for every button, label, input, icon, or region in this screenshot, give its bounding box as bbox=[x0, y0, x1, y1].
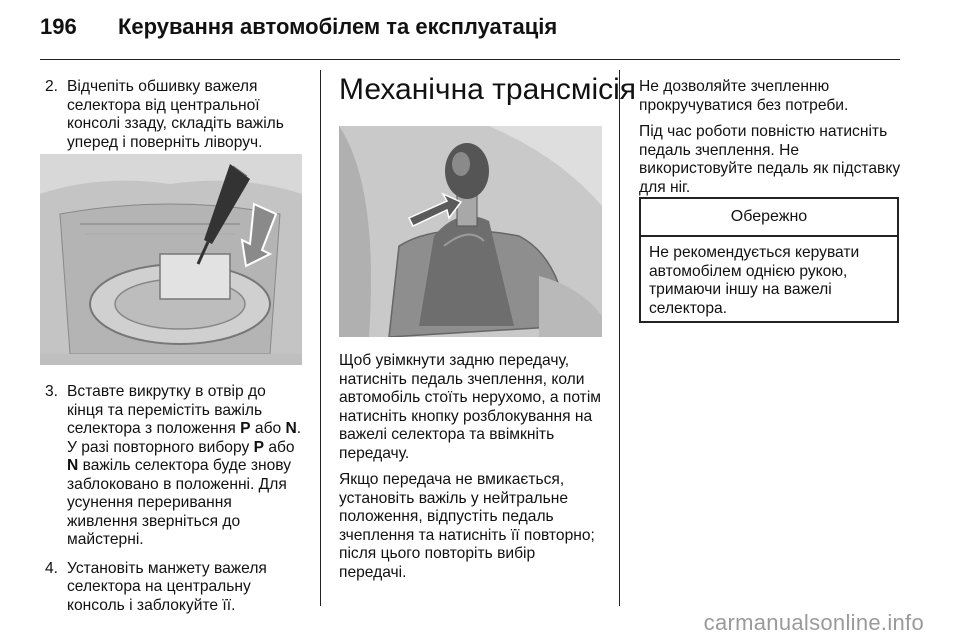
gear-p-repeat: P bbox=[253, 438, 264, 456]
step-3-text-c: . У разі повторного вибору bbox=[67, 420, 302, 456]
step-3 bbox=[40, 383, 302, 550]
watermark: carmanualsonline.info bbox=[703, 610, 924, 635]
left-column-bottom bbox=[40, 383, 302, 625]
step-3-number: 3. bbox=[45, 383, 59, 400]
gear-p: P bbox=[240, 420, 251, 437]
right-paragraph-2: Під час роботи повністю натисніть педаль зчеплення. Не використовуйте педаль як підставку для ніг. bbox=[639, 123, 901, 196]
gear-knob-drawing bbox=[339, 126, 602, 337]
page-title: Керування автомобілем та експлуатація bbox=[118, 14, 558, 39]
right-paragraph-1: Не дозволяйте зчепленню прокручуватися без потреби. bbox=[639, 78, 849, 114]
right-column-text bbox=[639, 78, 901, 205]
step-3-text-d: або bbox=[264, 438, 295, 456]
left-column-top bbox=[40, 78, 302, 162]
step-3-text-e: важіль селектора буде знову заблоковано в положенні. Для усунення переривання живлення зверніться до майстерні. bbox=[67, 457, 292, 548]
screwdriver-insertion-drawing bbox=[40, 154, 302, 365]
step-2-text: Відчепіть обшивку важеля селектора від центральної консолі ззаду, складіть важіль уперед і поверніть ліворуч. bbox=[67, 78, 284, 151]
selector-lever-illustration bbox=[40, 154, 302, 365]
gear-n: N bbox=[285, 420, 297, 437]
gear-n-repeat: N bbox=[67, 457, 79, 474]
column-divider-1 bbox=[320, 70, 321, 606]
step-2-number: 2. bbox=[45, 78, 59, 95]
caution-title: Обережно bbox=[641, 199, 897, 237]
column-divider-2 bbox=[619, 70, 620, 606]
step-4-number: 4. bbox=[45, 559, 59, 577]
page-number: 196 bbox=[40, 14, 77, 39]
step-2 bbox=[40, 78, 302, 152]
caution-text: Не рекомендується керувати автомобілем однією рукою, тримаючи іншу на важелі селектора. bbox=[649, 244, 860, 317]
header-rule bbox=[40, 59, 900, 60]
page-header bbox=[40, 14, 557, 40]
step-3-text-a: Вставте викрутку в отвір до кінця та перемістіть важіль селектора з положення bbox=[67, 383, 266, 437]
step-4-text: Установіть манжету важеля селектора на центральну консоль і заблокуйте її. bbox=[67, 559, 267, 614]
section-heading: Механічна трансмісія bbox=[339, 73, 637, 106]
middle-paragraph-2: Якщо передача не вмикається, установіть важіль у нейтральне положення, відпустіть педаль зчеплення та натисніть її повторно; після цього повторіть вибір передачі. bbox=[339, 471, 595, 581]
step-4 bbox=[40, 560, 302, 616]
manual-gearshift-illustration bbox=[339, 126, 602, 337]
caution-box bbox=[639, 197, 899, 323]
middle-paragraph-1: Щоб увімкнути задню передачу, натисніть педаль зчеплення, коли автомобіль стоїть нерухомо, а потім натисніть кнопку розблокування на важелі селектора та ввімкніть передачу. bbox=[339, 352, 602, 462]
step-3-text-b: або bbox=[250, 420, 286, 437]
middle-column-text bbox=[339, 352, 605, 590]
